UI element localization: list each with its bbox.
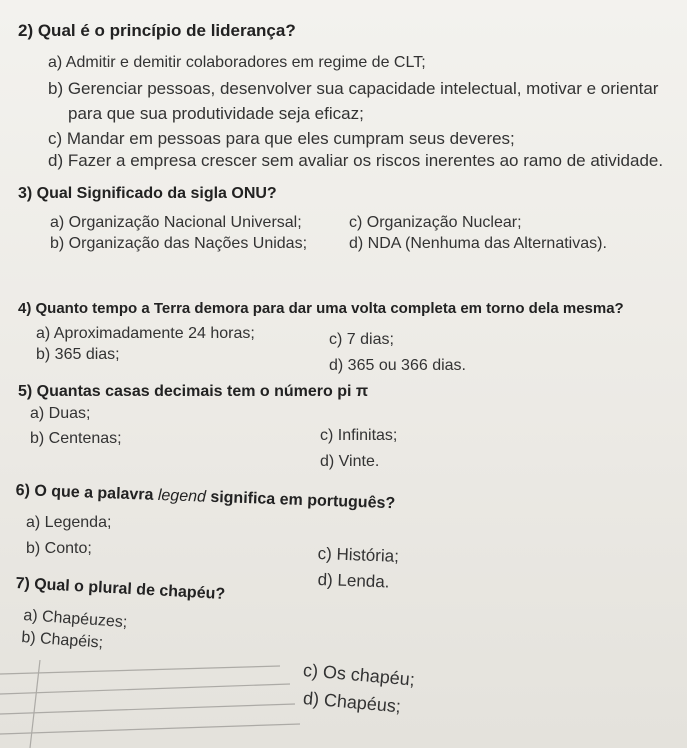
q2-option-a: a) Admitir e demitir colaboradores em regime de CLT;	[48, 54, 426, 71]
q5-option-c: c) Infinitas;	[320, 427, 398, 444]
q6-option-c: c) História;	[317, 544, 400, 566]
q4-option-a: a) Aproximadamente 24 horas;	[36, 325, 255, 342]
q4-option-c: c) 7 dias;	[329, 331, 394, 348]
word-legend: legend	[157, 486, 207, 506]
question-3-title: 3) Qual Significado da sigla ONU?	[18, 185, 277, 202]
question-5-title: 5) Quantas casas decimais tem o número pi π	[18, 383, 369, 400]
q6-option-b: b) Conto;	[26, 540, 92, 557]
question-2-title: 2) Qual é o princípio de liderança?	[18, 21, 296, 40]
question-6-title: 6) O que a palavra legend significa em português?	[15, 482, 396, 513]
q3-option-c: c) Organização Nuclear;	[349, 214, 522, 231]
q7-option-a: a) Chapéuzes;	[22, 607, 128, 632]
q5-option-a: a) Duas;	[30, 405, 91, 422]
q2-option-d: d) Fazer a empresa crescer sem avaliar os riscos inerentes ao ramo de atividade.	[48, 151, 664, 170]
q4-option-d: d) 365 ou 366 dias.	[329, 357, 466, 374]
q2-option-b-continuation: para que sua produtividade seja eficaz;	[68, 104, 364, 123]
q3-option-a: a) Organização Nacional Universal;	[50, 214, 302, 231]
q7-option-c: c) Os chapéu;	[302, 660, 416, 690]
q4-option-b: b) 365 dias;	[36, 346, 120, 363]
q5-option-d: d) Vinte.	[320, 453, 380, 470]
question-7-title: 7) Qual o plural de chapéu?	[15, 575, 226, 603]
q6-option-d: d) Lenda.	[317, 570, 390, 592]
q7-option-b: b) Chapéis;	[20, 629, 104, 652]
q2-option-c: c) Mandar em pessoas para que eles cumpram seus deveres;	[48, 129, 515, 148]
q7-option-d: d) Chapéus;	[302, 688, 402, 717]
q6-option-a: a) Legenda;	[26, 514, 112, 531]
q3-option-d: d) NDA (Nenhuma das Alternativas).	[349, 235, 607, 252]
notebook-lines	[0, 660, 300, 748]
q3-option-b: b) Organização das Nações Unidas;	[50, 235, 308, 252]
q5-option-b: b) Centenas;	[30, 430, 122, 447]
question-4-title: 4) Quanto tempo a Terra demora para dar uma volta completa em torno dela mesma?	[18, 300, 624, 317]
q2-option-b: b) Gerenciar pessoas, desenvolver sua capacidade intelectual, motivar e orientar	[48, 79, 659, 98]
